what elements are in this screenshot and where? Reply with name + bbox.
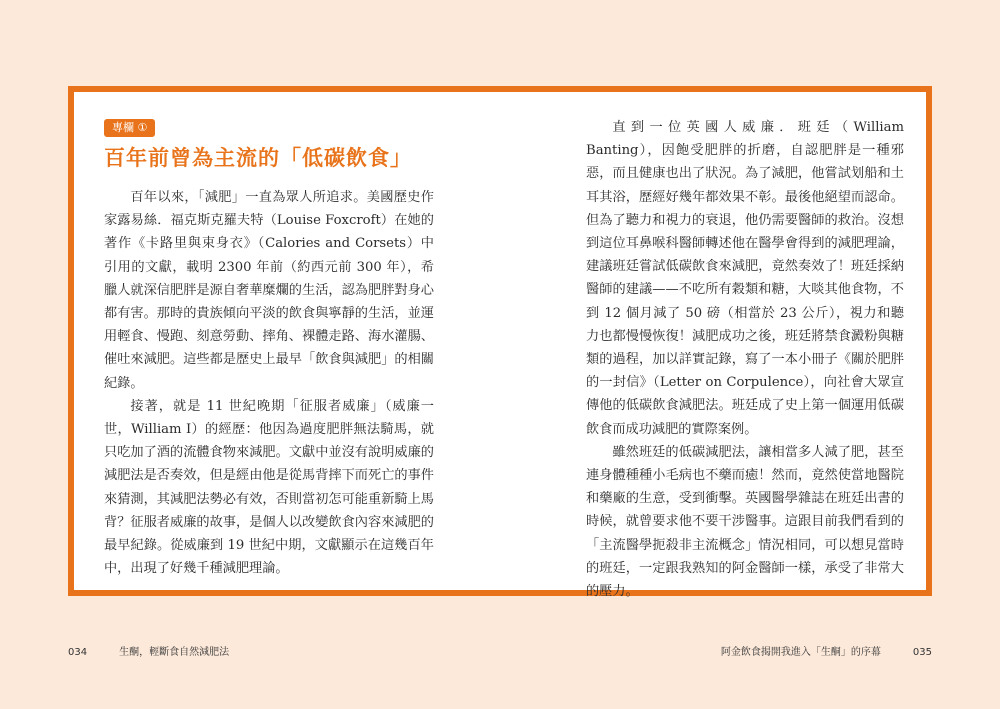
right-column [586, 116, 904, 603]
footer-right [721, 643, 932, 658]
paragraph: 接著，就是 11 世紀晚期「征服者威廉」（威廉一世，William I）的經歷：他因為過度肥胖無法騎馬，就只吃加了酒的流體食物來減肥。文獻中並沒有說明威廉的減肥法是否奏效，但是經由他是從馬背摔下而死亡的事件來猜測，其減肥法勢必有效，否則當初怎可能重新騎上馬背？征服者威廉的故事，是個人以改變飲食內容來減肥的最早紀錄。從威廉到 19 世紀中期，文獻顯示在這幾百年中，出現了好幾千種減肥理論。 [104, 398, 434, 577]
paragraph: 百年以來，「減肥」一直為眾人所追求。美國歷史作家露易絲．福克斯克羅夫特（Louise Foxcroft）在她的著作《卡路里與束身衣》（Calories and Corsets）中引用的文獻，載明 2300 年前（約西元前 300 年），希臘人就深信肥胖是源自奢華糜爛的生活，認為肥胖對身心都有害。那時的貴族傾向平淡的飲食與寧靜的生活，並運用輕食、慢跑、刻意勞動、摔角、裸體走路、海水灌腸、催吐來減肥。這些都是歷史上最早「飲食與減肥」的相關紀錄。 [104, 190, 434, 391]
column-title: 百年前曾為主流的「低碳飲食」 [104, 145, 412, 170]
column-box [68, 86, 932, 600]
page-number-left: 034 [68, 647, 88, 658]
column-badge: 專欄 ① [104, 119, 155, 137]
paragraph: 雖然班廷的低碳減肥法，讓相當多人減了肥，甚至連身體種種小毛病也不藥而癒！然而，竟然使當地醫院和藥廠的生意，受到衝擊。英國醫學雜誌在班廷出書的時候，就曾要求他不要干涉醫事。這跟目前我們看到的「主流醫學扼殺非主流概念」情況相同，可以想見當時的班廷，一定跟我熟知的阿金醫師一樣，承受了非常大的壓力。 [586, 444, 904, 600]
paragraph: 直到一位英國人威廉．班廷（William Banting），因飽受肥胖的折磨，自認肥胖是一種邪惡，而且健康也出了狀況。為了減肥，他嘗試划船和土耳其浴，歷經好幾年都效果不彰。最後他絕望而認命。但為了聽力和視力的衰退，他仍需要醫師的救治。沒想到這位耳鼻喉科醫師轉述他在醫學會得到的減肥理論，建議班廷嘗試低碳飲食來減肥，竟然奏效了！班廷採納醫師的建議——不吃所有穀類和糖，大啖其他食物，不到 12 個月減了 50 磅（相當於 23 公斤），視力和聽力也都慢慢恢復！減肥成功之後，班廷將禁食澱粉與糖類的過程，加以詳實記錄，寫了一本小冊子《關於肥胖的一封信》（Letter on Corpulence），向社會大眾宣傳他的低碳飲食減肥法。班廷成了史上第一個運用低碳飲食而成功減肥的實際案例。 [586, 120, 904, 437]
page-number-right: 035 [912, 647, 932, 658]
footer-left [68, 643, 229, 658]
running-title-right: 阿金飲食揭開我進入「生酮」的序幕 [720, 647, 881, 658]
running-title-left: 生酮，輕斷食自然減肥法 [119, 647, 230, 658]
left-text [104, 186, 434, 580]
